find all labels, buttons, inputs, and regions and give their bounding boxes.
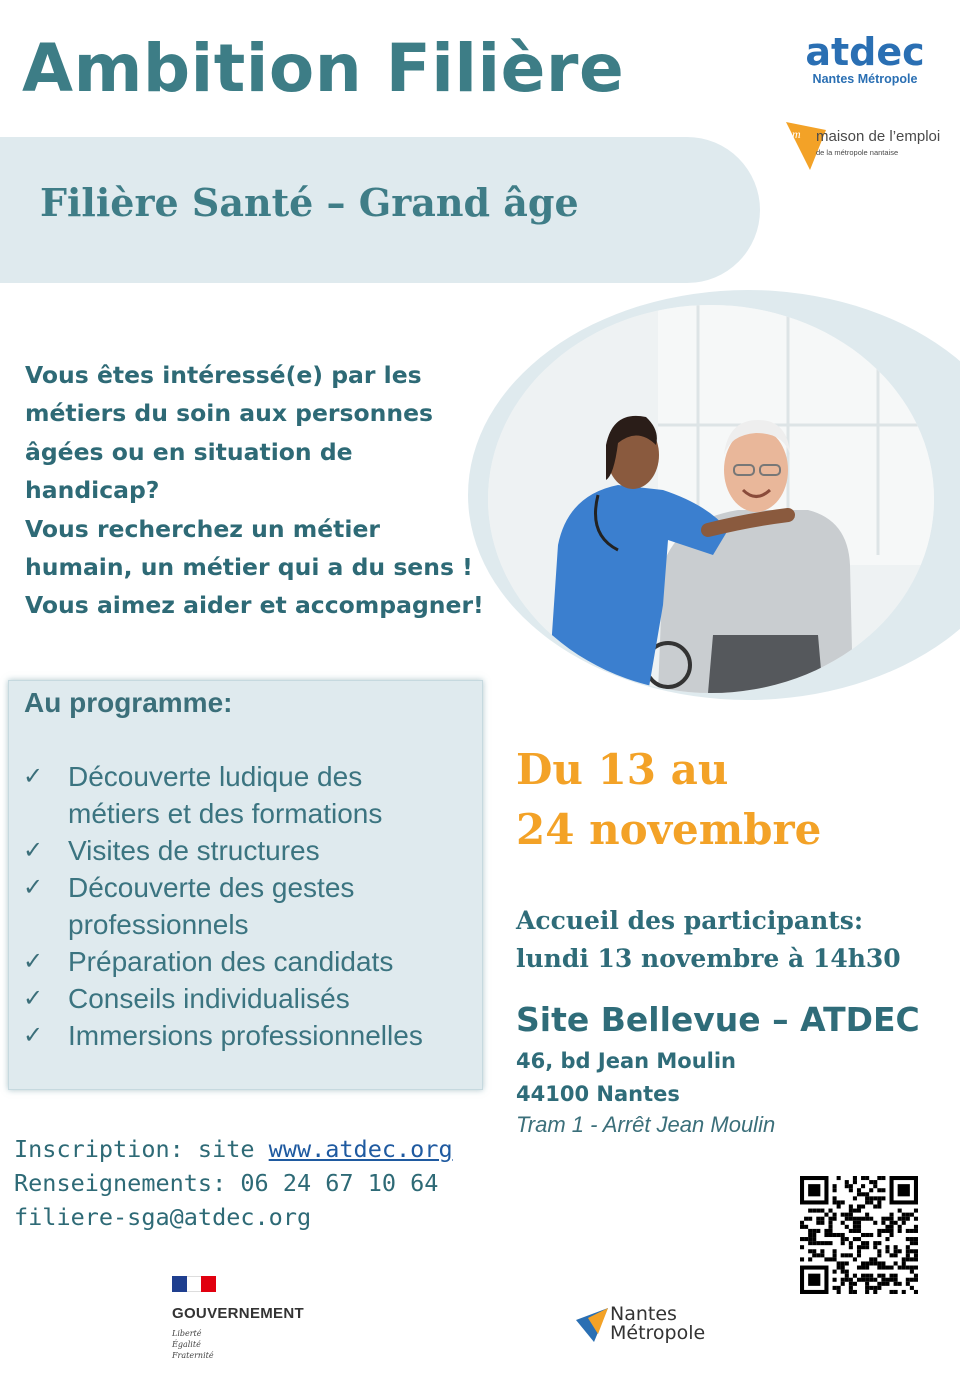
programme-box: [8, 680, 483, 1090]
intro-line: métiers du soin aux personnes: [25, 399, 434, 428]
check-icon: ✓: [23, 762, 44, 790]
gouvernement-logo: [172, 1276, 332, 1361]
email-line[interactable]: filiere-sga@atdec.org: [14, 1203, 312, 1231]
address-line-1: 46, bd Jean Moulin: [516, 1049, 736, 1073]
intro-line: Vous recherchez un métier: [25, 514, 381, 543]
accueil-line-1: Accueil des participants:: [516, 906, 864, 935]
check-icon: ✓: [23, 836, 44, 864]
check-icon: ✓: [23, 947, 44, 975]
programme-item: ✓ Découverte des gestes: [23, 869, 423, 906]
french-flag-icon: [172, 1276, 216, 1292]
programme-item: ✓ Visites de structures: [23, 832, 423, 869]
programme-list: [23, 758, 423, 1054]
nantes-metropole-text: Nantes Métropole: [610, 1303, 706, 1344]
intro-line: Vous êtes intéressé(e) par les: [25, 361, 422, 389]
atdec-logo-sub: Nantes Métropole: [812, 72, 918, 86]
atdec-logo: [800, 32, 930, 86]
programme-item-continued: métiers et des formations: [68, 798, 383, 829]
gouvernement-motto: Liberté Égalité Fraternité: [172, 1329, 214, 1360]
accueil-line-2: lundi 13 novembre à 14h30: [516, 944, 901, 973]
atdec-website-link[interactable]: www.atdec.org: [268, 1135, 453, 1163]
maison-emploi-sub: de la métropole nantaise: [816, 148, 899, 157]
programme-item: ✓ Découverte ludique des: [23, 758, 423, 795]
intro-line: humain, un métier qui a du sens !: [25, 553, 473, 582]
address: [516, 1045, 736, 1111]
intro-line: âgées ou en situation de: [25, 437, 353, 466]
check-icon: ✓: [23, 1021, 44, 1049]
svg-text:m: m: [792, 127, 801, 141]
maison-emploi-name: maison de l’emploi: [816, 128, 941, 145]
programme-item-continued: professionnels: [68, 909, 249, 940]
tram-info: Tram 1 - Arrêt Jean Moulin: [516, 1112, 776, 1137]
programme-item: ✓ Conseils individualisés: [23, 980, 423, 1017]
phone-line: Renseignements: 06 24 67 10 64: [14, 1169, 439, 1197]
gouvernement-label: GOUVERNEMENT: [172, 1305, 304, 1322]
contact-info: [14, 1132, 453, 1234]
intro-line: Vous aimez aider et accompagner!: [25, 591, 484, 620]
check-icon: ✓: [23, 984, 44, 1012]
maison-emploi-logo: [786, 112, 951, 170]
nantes-metropole-mark-icon: [574, 1304, 610, 1344]
programme-item: ✓ Préparation des candidats: [23, 943, 423, 980]
nantes-metropole-logo: [574, 1304, 724, 1348]
atdec-logo-name: atdec: [805, 30, 925, 74]
programme-item: ✓ Immersions professionnelles: [23, 1017, 423, 1054]
accueil-info: [516, 902, 901, 978]
programme-title: Au programme:: [24, 687, 233, 718]
caregiver-photo: [488, 305, 934, 693]
site-name: Site Bellevue – ATDEC: [516, 1000, 920, 1039]
banner-title: Filière Santé – Grand âge: [40, 180, 579, 225]
address-line-2: 44100 Nantes: [516, 1082, 680, 1106]
check-icon: ✓: [23, 873, 44, 901]
intro-line: handicap?: [25, 476, 160, 505]
intro-text: [25, 356, 495, 625]
page-title: Ambition Filière: [22, 30, 625, 107]
qr-code[interactable]: [800, 1176, 918, 1294]
event-dates: [516, 740, 821, 860]
date-line-2: 24 novembre: [516, 805, 822, 854]
date-line-1: Du 13 au: [516, 745, 729, 794]
inscription-line: Inscription: site www.atdec.org: [14, 1135, 453, 1163]
